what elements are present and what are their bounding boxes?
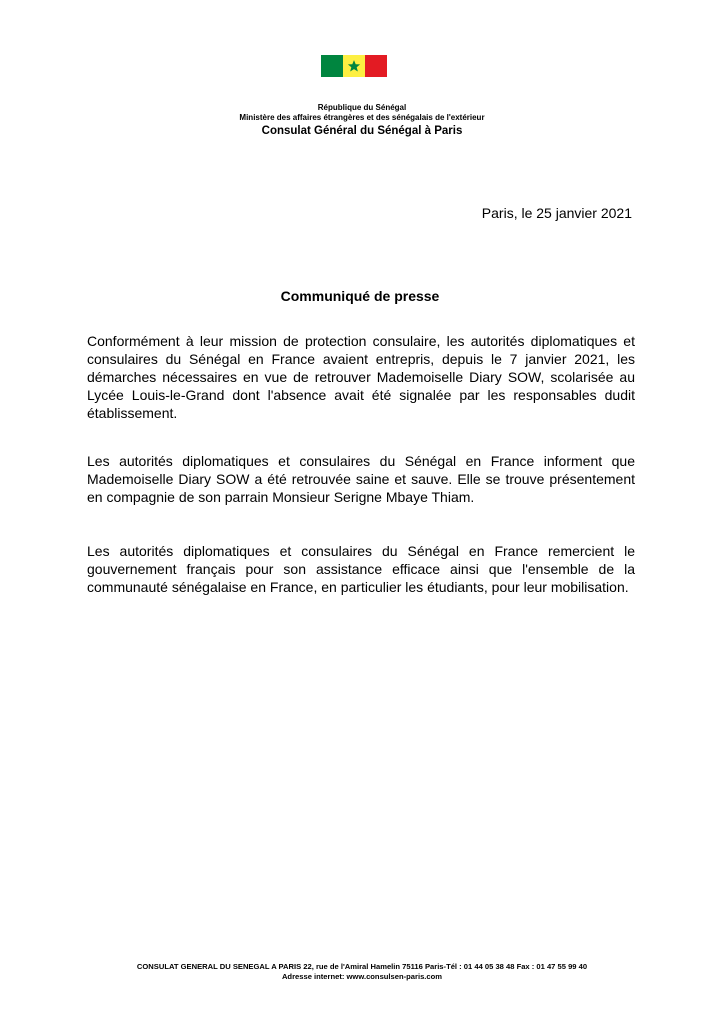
paragraph-2: Les autorités diplomatiques et consulaires du Sénégal en France informent que Mademoiselle Diary SOW a été retrouvée saine et sauve. Elle se trouve présentement en compagnie de son parrain Monsieur Serigne Mbaye Thiam. — [87, 453, 635, 505]
flag-red-band — [365, 55, 387, 77]
document-title — [0, 288, 684, 304]
paragraph-3: Les autorités diplomatiques et consulaires du Sénégal en France remercient le gouvernement français pour son assistance efficace ainsi que l'ensemble de la communauté sénégalaise en France, en particulier les étudiants, pour leur mobilisation. — [87, 543, 635, 595]
star-icon — [347, 59, 361, 73]
header-republic: République du Sénégal — [317, 103, 407, 112]
document-date: Paris, le 25 janvier 2021 — [481, 205, 632, 221]
document-title-text: Communiqué de presse — [280, 288, 440, 304]
footer-address: CONSULAT GENERAL DU SENEGAL A PARIS 22, rue de l'Amiral Hamelin 75116 Paris-Tél : 01 44 05 38 48 Fax : 01 47 55 99 40 — [136, 962, 588, 971]
paragraph-1: Conformément à leur mission de protection consulaire, les autorités diplomatiques et consulaires du Sénégal en France avaient entrepris, depuis le 7 janvier 2021, les démarches nécessaires en vue de retrouver Mademoiselle Diary SOW, scolarisée au Lycée Louis-le-Grand dont l'absence avait été signalée par les responsables dudit établissement. — [87, 333, 635, 421]
footer-website: Adresse internet: www.consulsen-paris.com — [281, 972, 443, 981]
flag-green-band — [321, 55, 343, 77]
senegal-flag-icon — [321, 55, 387, 77]
header-ministry: Ministère des affaires étrangères et des sénégalais de l'extérieur — [239, 113, 485, 122]
header-consulat: Consulat Général du Sénégal à Paris — [261, 125, 463, 137]
